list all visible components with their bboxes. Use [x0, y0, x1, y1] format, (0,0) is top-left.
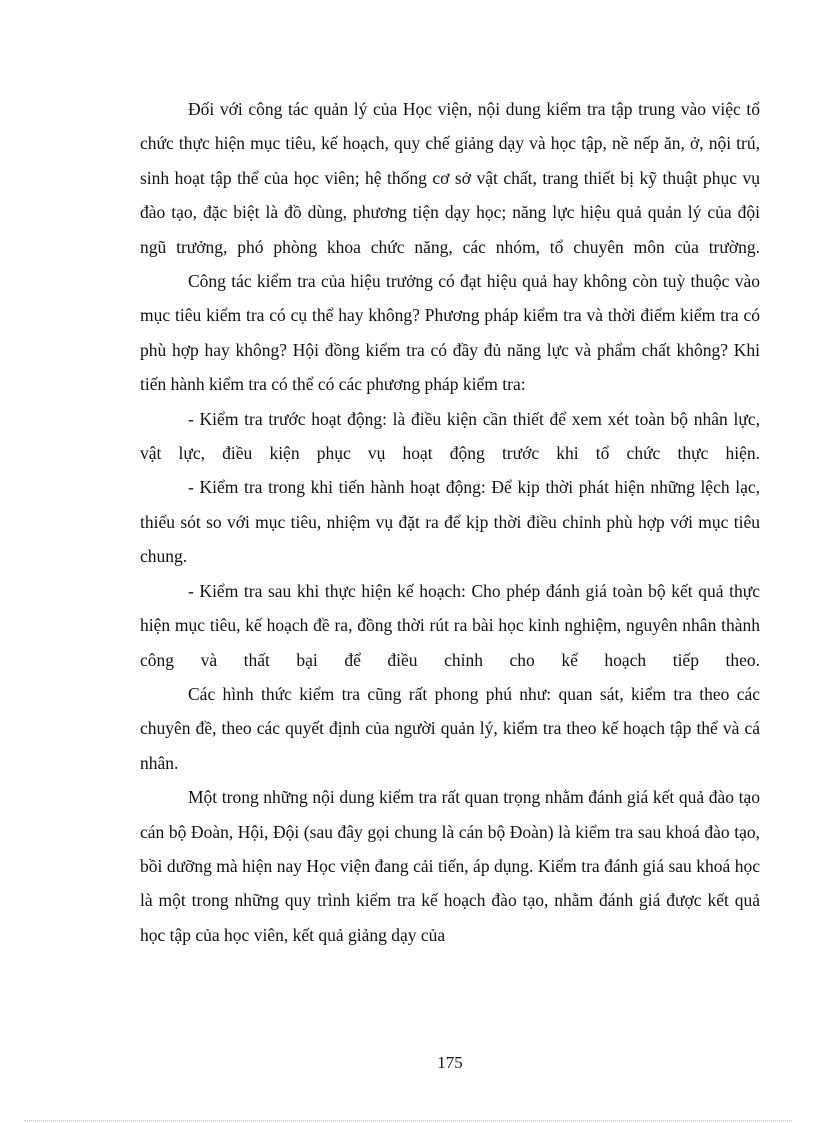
footer-divider: [24, 1120, 792, 1121]
paragraph-post-plan-check: - Kiểm tra sau khi thực hiện kế hoạch: Cho phép đánh giá toàn bộ kết quả thực hiện mục tiêu, kế hoạch đề ra, đồng thời rút ra bài học kinh nghiệm, nguyên nhân thành công và thất bại để điều chỉnh cho kế hoạch tiếp theo.: [140, 580, 760, 670]
paragraph-during-activity-check: - Kiểm tra trong khi tiến hành hoạt động: Để kịp thời phát hiện những lệch lạc, thiếu sót so với mục tiêu, nhiệm vụ đặt ra để kịp thời điều chỉnh phù hợp với mục tiêu chung.: [140, 477, 760, 567]
paragraph-inspection-effectiveness: Công tác kiểm tra của hiệu trưởng có đạt hiệu quả hay không còn tuỳ thuộc vào mục tiêu kiểm tra có cụ thể hay không? Phương pháp kiểm tra và thời điểm kiểm tra có phù hợp hay không? Hội đồng kiểm tra có đầy đủ năng lực và phẩm chất không? Khi tiến hành kiểm tra có thể có các phương pháp kiểm tra:: [140, 271, 760, 395]
paragraph-post-course-evaluation: Một trong những nội dung kiểm tra rất quan trọng nhằm đánh giá kết quả đào tạo cán bộ Đoàn, Hội, Đội (sau đây gọi chung là cán bộ Đoàn) là kiểm tra sau khoá đào tạo, bồi dưỡng mà hiện nay Học viện đang cải tiến, áp dụng. Kiểm tra đánh giá sau khoá học là một trong những quy trình kiểm tra kế hoạch đào tạo, nhằm đánh giá được kết quả học tập của học viên, kết quả giảng dạy của: [140, 787, 760, 945]
paragraph-pre-activity-check: - Kiểm tra trước hoạt động: là điều kiện cần thiết để xem xét toàn bộ nhân lực, vật lực, điều kiện phục vụ hoạt động trước khi tổ chức thực hiện.: [140, 408, 760, 464]
body-text: [140, 92, 760, 952]
paragraph-inspection-forms: Các hình thức kiểm tra cũng rất phong phú như: quan sát, kiểm tra theo các chuyên đề, theo các quyết định của người quản lý, kiểm tra theo kế hoạch tập thể và cá nhân.: [140, 683, 760, 773]
page-number: 175: [437, 1053, 463, 1072]
paragraph-management-content: Đối với công tác quản lý của Học viện, nội dung kiểm tra tập trung vào việc tổ chức thực hiện mục tiêu, kế hoạch, quy chế giảng dạy và học tập, nề nếp ăn, ở, nội trú, sinh hoạt tập thể của học viên; hệ thống cơ sở vật chất, trang thiết bị kỹ thuật phục vụ đào tạo, đặc biệt là đồ dùng, phương tiện dạy học; năng lực hiệu quả quản lý của đội ngũ trưởng, phó phòng khoa chức năng, các nhóm, tổ chuyên môn của trường.: [140, 99, 760, 257]
